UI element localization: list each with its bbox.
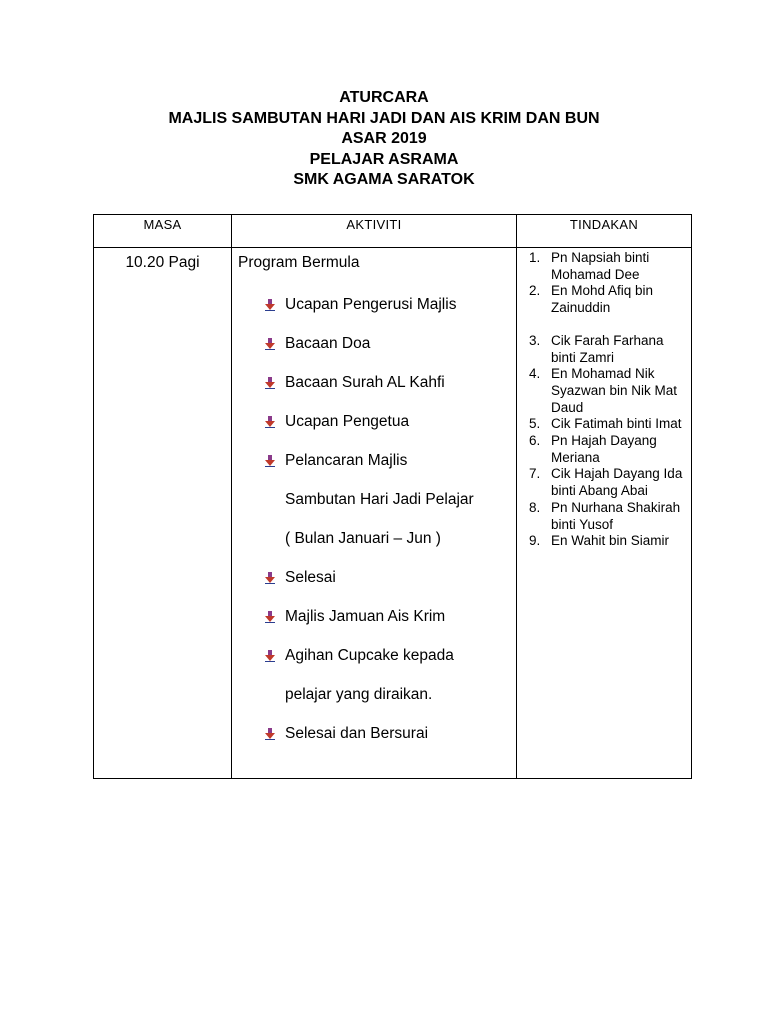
activity-label: Selesai dan Bersurai bbox=[285, 725, 429, 742]
list-number: 5. bbox=[529, 416, 541, 432]
activity-label: ( Bulan Januari – Jun ) bbox=[285, 530, 441, 547]
table-row bbox=[94, 248, 692, 779]
title-line-2: MAJLIS SAMBUTAN HARI JADI DAN AIS KRIM DAN BUN bbox=[168, 109, 600, 127]
list-item bbox=[525, 500, 687, 533]
activity-label: pelajar yang diraikan. bbox=[285, 686, 433, 703]
list-number: 8. bbox=[529, 499, 541, 515]
person-name: En Mohamad Nik Syazwan bin Nik Mat Daud bbox=[551, 366, 678, 415]
header-tindakan: TINDAKAN bbox=[517, 215, 692, 248]
list-item bbox=[265, 675, 516, 714]
list-item bbox=[525, 416, 687, 433]
list-item bbox=[265, 597, 516, 636]
document-title bbox=[0, 88, 768, 191]
list-item bbox=[265, 441, 516, 480]
arrow-bullet-icon bbox=[265, 299, 275, 311]
arrow-bullet-icon bbox=[265, 650, 275, 662]
activity-label: Selesai bbox=[285, 569, 336, 586]
list-item bbox=[525, 433, 687, 466]
list-number: 6. bbox=[529, 433, 541, 449]
list-number: 3. bbox=[529, 332, 541, 348]
person-name: Cik Farah Farhana binti Zamri bbox=[551, 332, 664, 365]
program-start-label: Program Bermula bbox=[238, 254, 360, 271]
header-aktiviti: AKTIVITI bbox=[232, 215, 517, 248]
table-header-row bbox=[94, 215, 692, 248]
activity-label: Ucapan Pengerusi Majlis bbox=[285, 296, 457, 313]
person-name: Cik Hajah Dayang Ida binti Abang Abai bbox=[551, 466, 683, 499]
list-number: 1. bbox=[529, 250, 541, 265]
list-item bbox=[265, 324, 516, 363]
list-item bbox=[265, 636, 516, 675]
list-item bbox=[265, 519, 516, 558]
arrow-bullet-icon bbox=[265, 338, 275, 350]
person-name: Pn Nurhana Shakirah binti Yusof bbox=[551, 499, 681, 532]
person-name: Cik Fatimah binti Imat bbox=[551, 416, 682, 432]
activity-label: Bacaan Surah AL Kahfi bbox=[285, 374, 445, 391]
people-list bbox=[525, 250, 687, 550]
arrow-bullet-icon bbox=[265, 572, 275, 584]
header-masa: MASA bbox=[94, 215, 232, 248]
activity-label: Agihan Cupcake kepada bbox=[285, 647, 454, 664]
activity-label: Majlis Jamuan Ais Krim bbox=[285, 608, 446, 625]
title-line-5: SMK AGAMA SARATOK bbox=[293, 171, 475, 188]
arrow-bullet-icon bbox=[265, 416, 275, 428]
list-item bbox=[525, 250, 687, 283]
list-item bbox=[265, 402, 516, 441]
arrow-bullet-icon bbox=[265, 611, 275, 623]
list-item bbox=[525, 333, 687, 366]
person-name: En Mohd Afiq bin Zainuddin bbox=[551, 283, 654, 316]
schedule-table bbox=[93, 214, 692, 779]
arrow-bullet-icon bbox=[265, 377, 275, 389]
activity-list bbox=[238, 285, 516, 753]
list-item bbox=[265, 558, 516, 597]
list-item bbox=[525, 533, 687, 550]
title-line-1: ATURCARA bbox=[339, 89, 429, 106]
masa-value: 10.20 Pagi bbox=[125, 254, 200, 271]
list-item bbox=[525, 466, 687, 499]
list-item bbox=[265, 480, 516, 519]
masa-cell bbox=[94, 248, 232, 779]
list-number: 2. bbox=[529, 283, 541, 299]
activity-label: Pelancaran Majlis bbox=[285, 452, 408, 469]
list-item bbox=[525, 366, 687, 416]
person-name: En Wahit bin Siamir bbox=[551, 533, 670, 549]
list-item bbox=[265, 363, 516, 402]
list-number: 7. bbox=[529, 466, 541, 482]
aktiviti-cell bbox=[232, 248, 517, 779]
list-item bbox=[265, 714, 516, 753]
list-number: 9. bbox=[529, 533, 541, 549]
arrow-bullet-icon bbox=[265, 455, 275, 467]
title-line-3: ASAR 2019 bbox=[341, 130, 427, 147]
list-number: 4. bbox=[529, 366, 541, 382]
title-line-4: PELAJAR ASRAMA bbox=[309, 150, 459, 168]
activity-label: Bacaan Doa bbox=[285, 335, 371, 352]
activity-label: Sambutan Hari Jadi Pelajar bbox=[285, 491, 474, 508]
activity-label: Ucapan Pengetua bbox=[285, 413, 410, 430]
person-name: Pn Hajah Dayang Meriana bbox=[551, 433, 657, 465]
list-item bbox=[525, 283, 687, 316]
arrow-bullet-icon bbox=[265, 728, 275, 740]
tindakan-cell bbox=[517, 248, 692, 779]
person-name: Pn Napsiah binti Mohamad Dee bbox=[551, 250, 650, 282]
list-item bbox=[265, 285, 516, 324]
